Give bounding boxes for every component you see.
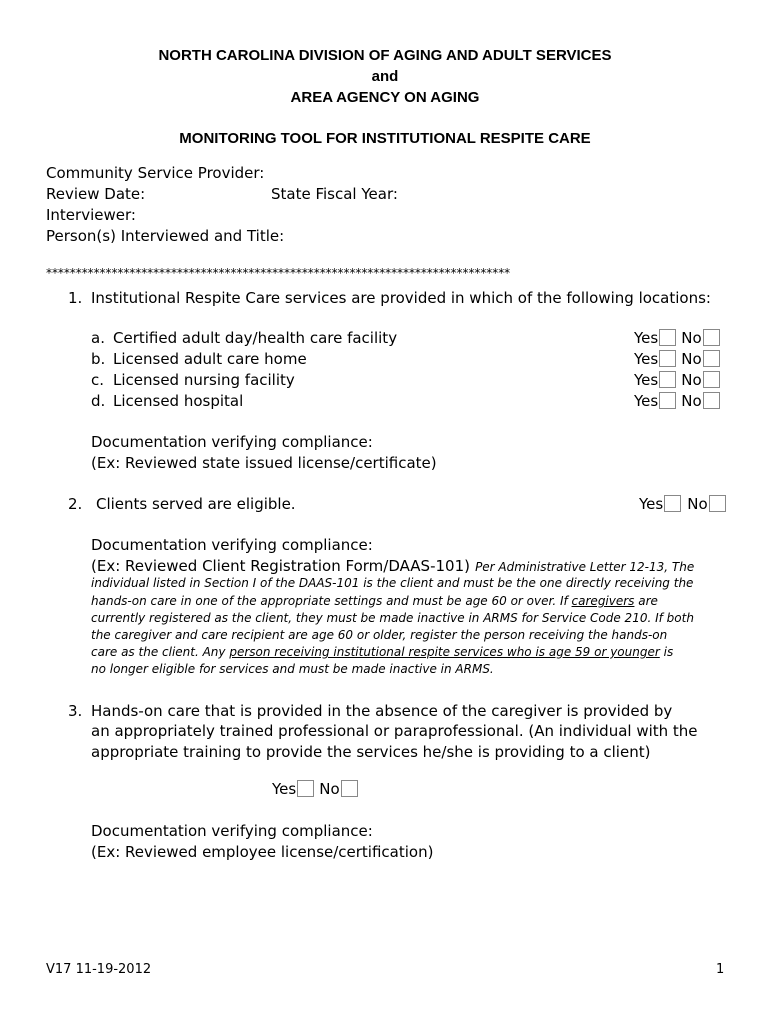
no-label: No bbox=[687, 495, 708, 513]
interviewer-label: Interviewer: bbox=[46, 206, 136, 224]
q2-yes-no bbox=[639, 495, 726, 513]
q1-option-a-yes-no bbox=[634, 329, 720, 347]
q2-note-text: are bbox=[634, 594, 658, 608]
no-checkbox[interactable] bbox=[341, 780, 358, 797]
q2-note-line-4: currently registered as the client, they must be made inactive in ARMS for Service Code 210. If both bbox=[91, 611, 694, 625]
q1-option-a-letter: a. bbox=[91, 329, 105, 347]
no-checkbox[interactable] bbox=[703, 392, 720, 409]
provider-label: Community Service Provider: bbox=[46, 164, 265, 182]
yes-checkbox[interactable] bbox=[297, 780, 314, 797]
q3-yes-no bbox=[272, 780, 358, 798]
q1-option-d: Licensed hospital bbox=[113, 392, 244, 410]
footer-version: V17 11-19-2012 bbox=[46, 962, 152, 977]
q3-line-2: an appropriately trained professional or paraprofessional. (An individual with the bbox=[91, 722, 698, 740]
header-line-3: AREA AGENCY ON AGING bbox=[290, 89, 480, 106]
no-checkbox[interactable] bbox=[703, 350, 720, 367]
q3-doc-example: (Ex: Reviewed employee license/certification) bbox=[91, 843, 434, 861]
q2-note-line-1: Per Administrative Letter 12-13, The bbox=[475, 560, 695, 574]
q1-text: Institutional Respite Care services are provided in which of the following locations: bbox=[91, 289, 711, 307]
q2-note-underlined: person receiving institutional respite services who is age 59 or younger bbox=[229, 645, 660, 659]
yes-label: Yes bbox=[272, 780, 297, 798]
q1-option-b: Licensed adult care home bbox=[113, 350, 307, 368]
review-date-label: Review Date: bbox=[46, 185, 146, 203]
yes-label: Yes bbox=[634, 392, 659, 410]
q1-option-a: Certified adult day/health care facility bbox=[113, 329, 398, 347]
no-label: No bbox=[319, 780, 340, 798]
q2-note-underlined: caregivers bbox=[571, 594, 635, 608]
q2-note-line-7: no longer eligible for services and must be made inactive in ARMS. bbox=[91, 662, 494, 676]
q1-option-c: Licensed nursing facility bbox=[113, 371, 295, 389]
no-label: No bbox=[681, 371, 702, 389]
q1-number: 1. bbox=[68, 289, 83, 307]
q1-option-d-yes-no bbox=[634, 392, 720, 410]
q1-option-c-letter: c. bbox=[91, 371, 105, 389]
no-checkbox[interactable] bbox=[709, 495, 726, 512]
q2-note-line-3 bbox=[91, 594, 658, 608]
q3-line-3: appropriate training to provide the services he/she is providing to a client) bbox=[91, 743, 651, 761]
q3-number: 3. bbox=[68, 702, 83, 720]
yes-checkbox[interactable] bbox=[659, 371, 676, 388]
q2-doc-line bbox=[91, 556, 694, 575]
q2-note-line-6 bbox=[91, 645, 673, 659]
yes-checkbox[interactable] bbox=[664, 495, 681, 512]
footer-page-number: 1 bbox=[716, 962, 725, 977]
q1-option-d-letter: d. bbox=[91, 392, 106, 410]
q2-number: 2. bbox=[68, 495, 83, 513]
yes-checkbox[interactable] bbox=[659, 350, 676, 367]
q2-note-line-5: the caregiver and care recipient are age 60 or older, register the person receiving the hands-on bbox=[91, 628, 668, 642]
q3-doc-label: Documentation verifying compliance: bbox=[91, 822, 373, 840]
yes-label: Yes bbox=[639, 495, 664, 513]
no-checkbox[interactable] bbox=[703, 371, 720, 388]
q2-note-line-2: individual listed in Section I of the DAAS-101 is the client and must be the one directly receiving the bbox=[91, 576, 694, 590]
q2-doc-label: Documentation verifying compliance: bbox=[91, 536, 373, 554]
yes-checkbox[interactable] bbox=[659, 392, 676, 409]
q2-doc-example: (Ex: Reviewed Client Registration Form/DAAS-101) bbox=[91, 557, 470, 575]
q2-note-text: is bbox=[659, 645, 674, 659]
fiscal-year-label: State Fiscal Year: bbox=[271, 185, 398, 203]
q2-note-text: hands-on care in one of the appropriate settings and must be age 60 or over. If bbox=[91, 594, 572, 608]
document-title: MONITORING TOOL FOR INSTITUTIONAL RESPITE CARE bbox=[179, 130, 591, 147]
persons-interviewed-label: Person(s) Interviewed and Title: bbox=[46, 227, 285, 245]
yes-checkbox[interactable] bbox=[659, 329, 676, 346]
no-checkbox[interactable] bbox=[703, 329, 720, 346]
q2-note-text: care as the client. Any bbox=[91, 645, 230, 659]
separator: ****************************************************************************** bbox=[46, 266, 511, 280]
q1-option-b-yes-no bbox=[634, 350, 720, 368]
no-label: No bbox=[681, 329, 702, 347]
yes-label: Yes bbox=[634, 371, 659, 389]
header-line-1: NORTH CAROLINA DIVISION OF AGING AND ADULT SERVICES bbox=[158, 47, 612, 64]
q2-text: Clients served are eligible. bbox=[96, 495, 296, 513]
yes-label: Yes bbox=[634, 350, 659, 368]
q3-line-1: Hands-on care that is provided in the absence of the caregiver is provided by bbox=[91, 702, 673, 720]
header-line-2: and bbox=[371, 68, 399, 85]
no-label: No bbox=[681, 392, 702, 410]
q1-doc-label: Documentation verifying compliance: bbox=[91, 433, 373, 451]
q1-doc-example: (Ex: Reviewed state issued license/certificate) bbox=[91, 454, 437, 472]
q1-option-c-yes-no bbox=[634, 371, 720, 389]
yes-label: Yes bbox=[634, 329, 659, 347]
no-label: No bbox=[681, 350, 702, 368]
q1-option-b-letter: b. bbox=[91, 350, 106, 368]
